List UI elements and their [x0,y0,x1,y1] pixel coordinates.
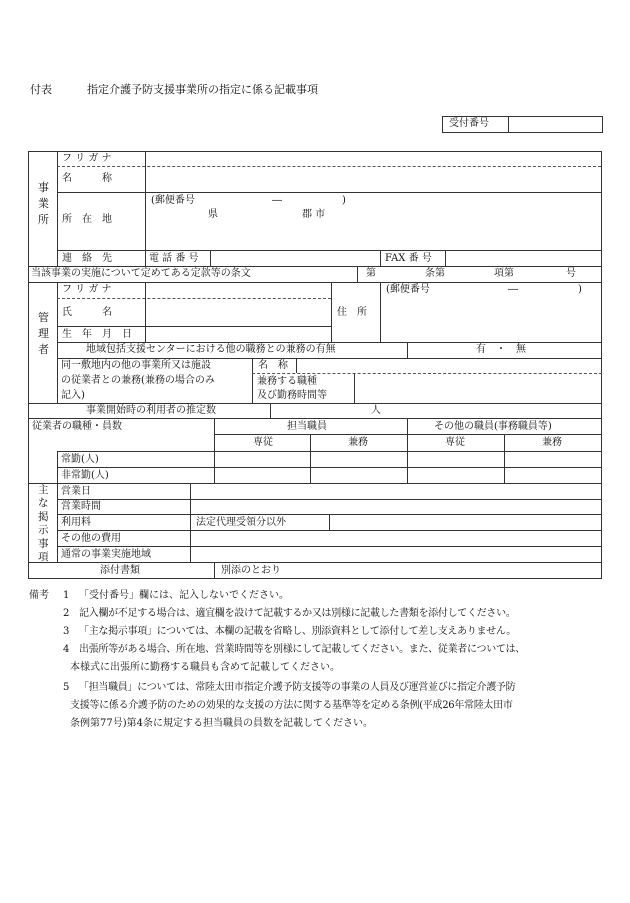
notices-section-label: 主 な 掲 示 事 項 [38,484,49,564]
notice-business-days: 営業日 [61,486,91,497]
form-prefix: 付表 [30,83,52,96]
office-address-label: 所 在 地 [62,214,112,225]
manager-address-label: 住 所 [337,307,367,318]
remark-3-number: 3 [63,626,70,637]
office-postal-label: (郵便番号 [151,195,195,206]
manager-postal-dash: ― [508,284,518,295]
receipt-number-label: 受付番号 [449,118,489,129]
remark-5-number: 5 [63,682,70,693]
bylaws-label: 当該事業の実施について定めてある定款等の条文 [31,268,251,279]
office-furigana-label: フ リ ガ ナ [62,153,112,164]
remark-5-line-1: 「担当職員」については、常陸太田市指定介護予防支援等の事業の人員及び運営並びに指定介護予防 [79,682,516,693]
remark-5-line-3: 条例第77号)第4条に規定する担当職員の員数を記載してください。 [70,718,373,729]
manager-furigana-label: フ リ ガ ナ [62,284,112,295]
remark-3: 「主な掲示事項」については、本欄の記載を省略し、別添資料として添付して差し支えありません。 [79,626,516,637]
office-postal-close: ) [342,195,346,206]
manager-postal-close: ) [578,284,582,295]
remark-2: 記入欄が不足する場合は、適宜欄を設けて記載するか又は別様に記載した書類を添付してください。 [79,608,516,619]
notice-fees: 利用料 [61,517,91,528]
col-other-fulltime: 専従 [445,437,465,448]
col-assigned-concurrent: 兼務 [348,437,368,448]
office-fax-label: FAX 番 号 [385,253,432,264]
manager-name-label: 氏 名 [62,307,112,318]
attachments-label: 添付書類 [100,565,140,576]
remark-1-number: 1 [63,590,70,601]
office-prefecture: 県 [208,209,218,220]
attachments-value: 別添のとおり [221,565,281,576]
staff-group-other: その他の職員(事務職員等) [434,421,552,432]
row-parttime-label: 非常勤(人) [61,470,109,481]
office-postal-dash: ― [272,195,282,206]
notice-other-costs: その他の費用 [61,533,121,544]
office-contact-label: 連 絡 先 [62,253,112,264]
bylaws-article: 第 [366,268,376,279]
form-title: 指定介護予防支援事業所の指定に係る記載事項 [87,83,318,96]
notice-business-hours: 営業時間 [61,501,101,512]
manager-postal-label: (郵便番号 [386,284,430,295]
receipt-number-box [442,116,603,133]
job-hours-label-2: 及び勤務時間等 [257,390,327,401]
same-site-label-3: 記入) [61,390,85,401]
staff-label: 従業者の職種・員数 [32,421,122,432]
staff-group-assigned: 担当職員 [287,421,327,432]
office-city: 郡 市 [302,209,326,220]
job-hours-label-1: 兼務する職種 [257,376,317,387]
bylaws-clause: 条第 [425,268,445,279]
users-estimate-unit: 人 [371,405,381,416]
bylaws-item: 号 [566,268,576,279]
same-site-label-1: 同一敷地内の他の事業所又は施設 [61,360,211,371]
notice-fee-note: 法定代理受領分以外 [196,517,286,528]
office-section-label: 事 業 所 [38,181,49,226]
col-other-concurrent: 兼務 [542,437,562,448]
col-assigned-fulltime: 専従 [253,437,273,448]
concurrent-center-value: 有 ・ 無 [476,344,526,355]
remark-1: 「受付番号」欄には、記入しないでください。 [79,590,289,601]
office-phone-label: 電 話 番 号 [149,253,199,264]
bylaws-paragraph: 項第 [494,268,514,279]
remarks-title: 備考 [29,590,49,601]
manager-section-label: 管 理 者 [38,311,49,356]
office-name-label: 名 称 [62,173,112,184]
remark-4-line-2: 本様式に出張所に勤務する職員も含めて記載してください。 [70,662,340,673]
notice-service-area: 通常の事業実施地域 [61,549,151,560]
same-site-label-2: の従業者との兼務(兼務の場合のみ [61,375,215,386]
remark-4-number: 4 [63,644,70,655]
manager-birthdate-label: 生 年 月 日 [62,329,132,340]
remark-4-line-1: 出張所等がある場合、所在地、営業時間等を別様にして記載してください。また、従業者については、 [79,644,525,655]
remark-2-number: 2 [63,608,70,619]
concurrent-center-label: 地域包括支援センターにおける他の職務との兼務の有無 [86,344,336,355]
row-fulltime-label: 常勤(人) [61,454,99,465]
remark-5-line-2: 支援等に係る介護予防のための効果的な支援の方法に関する基準等を定める条例(平成26年常陸太田市 [70,700,513,711]
users-estimate-label: 事業開始時の利用者の推定数 [86,405,216,416]
facility-name-label: 名 称 [258,360,288,371]
